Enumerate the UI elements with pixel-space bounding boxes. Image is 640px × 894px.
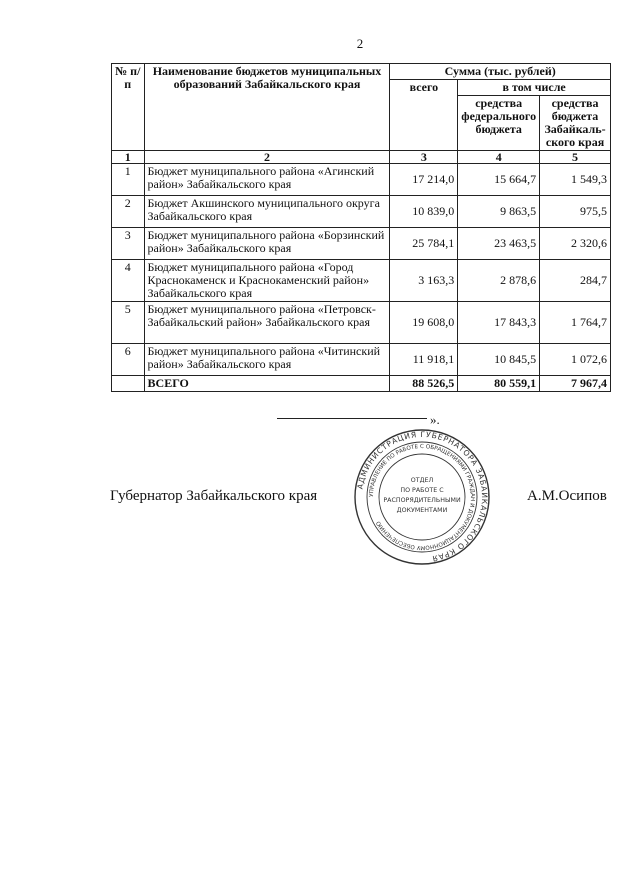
row-federal: 15 664,7 — [458, 164, 540, 196]
total-federal: 80 559,1 — [458, 376, 540, 392]
row-num: 1 — [112, 164, 145, 196]
signer-title: Губернатор Забайкальского края — [110, 488, 318, 504]
stamp-center-line: ОТДЕЛ — [410, 477, 434, 484]
official-stamp — [353, 428, 491, 566]
total-num-cell — [112, 376, 145, 392]
header-name: Наименование бюджетов муниципальных образований Забайкальского края — [144, 64, 390, 151]
column-index: 2 — [144, 151, 390, 164]
header-regional: средства бюджета Забайкаль-ского края — [540, 96, 611, 151]
header-including: в том числе — [458, 80, 611, 96]
row-name: Бюджет муниципального района «Петровск-Забайкальский район» Забайкальского края — [144, 302, 390, 344]
row-total: 19 608,0 — [390, 302, 458, 344]
table-row — [112, 302, 611, 344]
header-total: всего — [390, 80, 458, 151]
row-federal: 17 843,3 — [458, 302, 540, 344]
row-name: Бюджет Акшинского муниципального округа Забайкальского края — [144, 196, 390, 228]
budget-table — [111, 63, 611, 392]
table-row — [112, 228, 611, 260]
row-total: 11 918,1 — [390, 344, 458, 376]
total-regional: 7 967,4 — [540, 376, 611, 392]
page-number: 2 — [356, 36, 364, 51]
column-index: 3 — [390, 151, 458, 164]
row-regional: 1 764,7 — [540, 302, 611, 344]
header-num: № п/п — [112, 64, 145, 151]
table-row — [112, 260, 611, 302]
total-sum: 88 526,5 — [390, 376, 458, 392]
row-regional: 2 320,6 — [540, 228, 611, 260]
row-num: 3 — [112, 228, 145, 260]
row-num: 6 — [112, 344, 145, 376]
column-index: 1 — [112, 151, 145, 164]
stamp-center-line: РАСПОРЯДИТЕЛЬНЫМИ — [383, 497, 461, 504]
row-num: 4 — [112, 260, 145, 302]
row-federal: 9 863,5 — [458, 196, 540, 228]
row-total: 10 839,0 — [390, 196, 458, 228]
row-name: Бюджет муниципального района «Борзинский район» Забайкальского края — [144, 228, 390, 260]
row-regional: 975,5 — [540, 196, 611, 228]
row-name: Бюджет муниципального района «Город Краснокаменск и Краснокаменский район» Забайкальского края — [144, 260, 390, 302]
row-federal: 2 878,6 — [458, 260, 540, 302]
row-federal: 23 463,5 — [458, 228, 540, 260]
row-total: 17 214,0 — [390, 164, 458, 196]
table-row — [112, 164, 611, 196]
row-num: 5 — [112, 302, 145, 344]
closing-mark: ». — [430, 412, 440, 427]
stamp-inner-text: УПРАВЛЕНИЕ ПО РАБОТЕ С ОБРАЩЕНИЯМИ ГРАЖДАН И ДОКУМЕНТАЦИОННОМУ ОБЕСПЕЧЕНИЮ — [368, 443, 476, 551]
row-total: 25 784,1 — [390, 228, 458, 260]
table-row — [112, 344, 611, 376]
column-index: 5 — [540, 151, 611, 164]
stamp-outer-text: АДМИНИСТРАЦИЯ ГУБЕРНАТОРА ЗАБАЙКАЛЬСКОГО КРАЯ — [355, 429, 490, 564]
row-name: Бюджет муниципального района «Читинский район» Забайкальского края — [144, 344, 390, 376]
stamp-center-line: ПО РАБОТЕ С — [400, 487, 444, 494]
column-index-row — [112, 151, 611, 164]
total-label: ВСЕГО — [144, 376, 390, 392]
row-name: Бюджет муниципального района «Агинский район» Забайкальского края — [144, 164, 390, 196]
row-num: 2 — [112, 196, 145, 228]
closing-line — [277, 418, 427, 419]
row-federal: 10 845,5 — [458, 344, 540, 376]
row-regional: 1 072,6 — [540, 344, 611, 376]
table-header-row — [112, 64, 611, 80]
row-total: 3 163,3 — [390, 260, 458, 302]
stamp-center-line: ДОКУМЕНТАМИ — [396, 507, 448, 514]
total-row — [112, 376, 611, 392]
row-regional: 1 549,3 — [540, 164, 611, 196]
table-row — [112, 196, 611, 228]
header-federal: средства федерального бюджета — [458, 96, 540, 151]
row-regional: 284,7 — [540, 260, 611, 302]
header-sum: Сумма (тыс. рублей) — [390, 64, 611, 80]
signer-name: А.М.Осипов — [527, 488, 607, 504]
column-index: 4 — [458, 151, 540, 164]
